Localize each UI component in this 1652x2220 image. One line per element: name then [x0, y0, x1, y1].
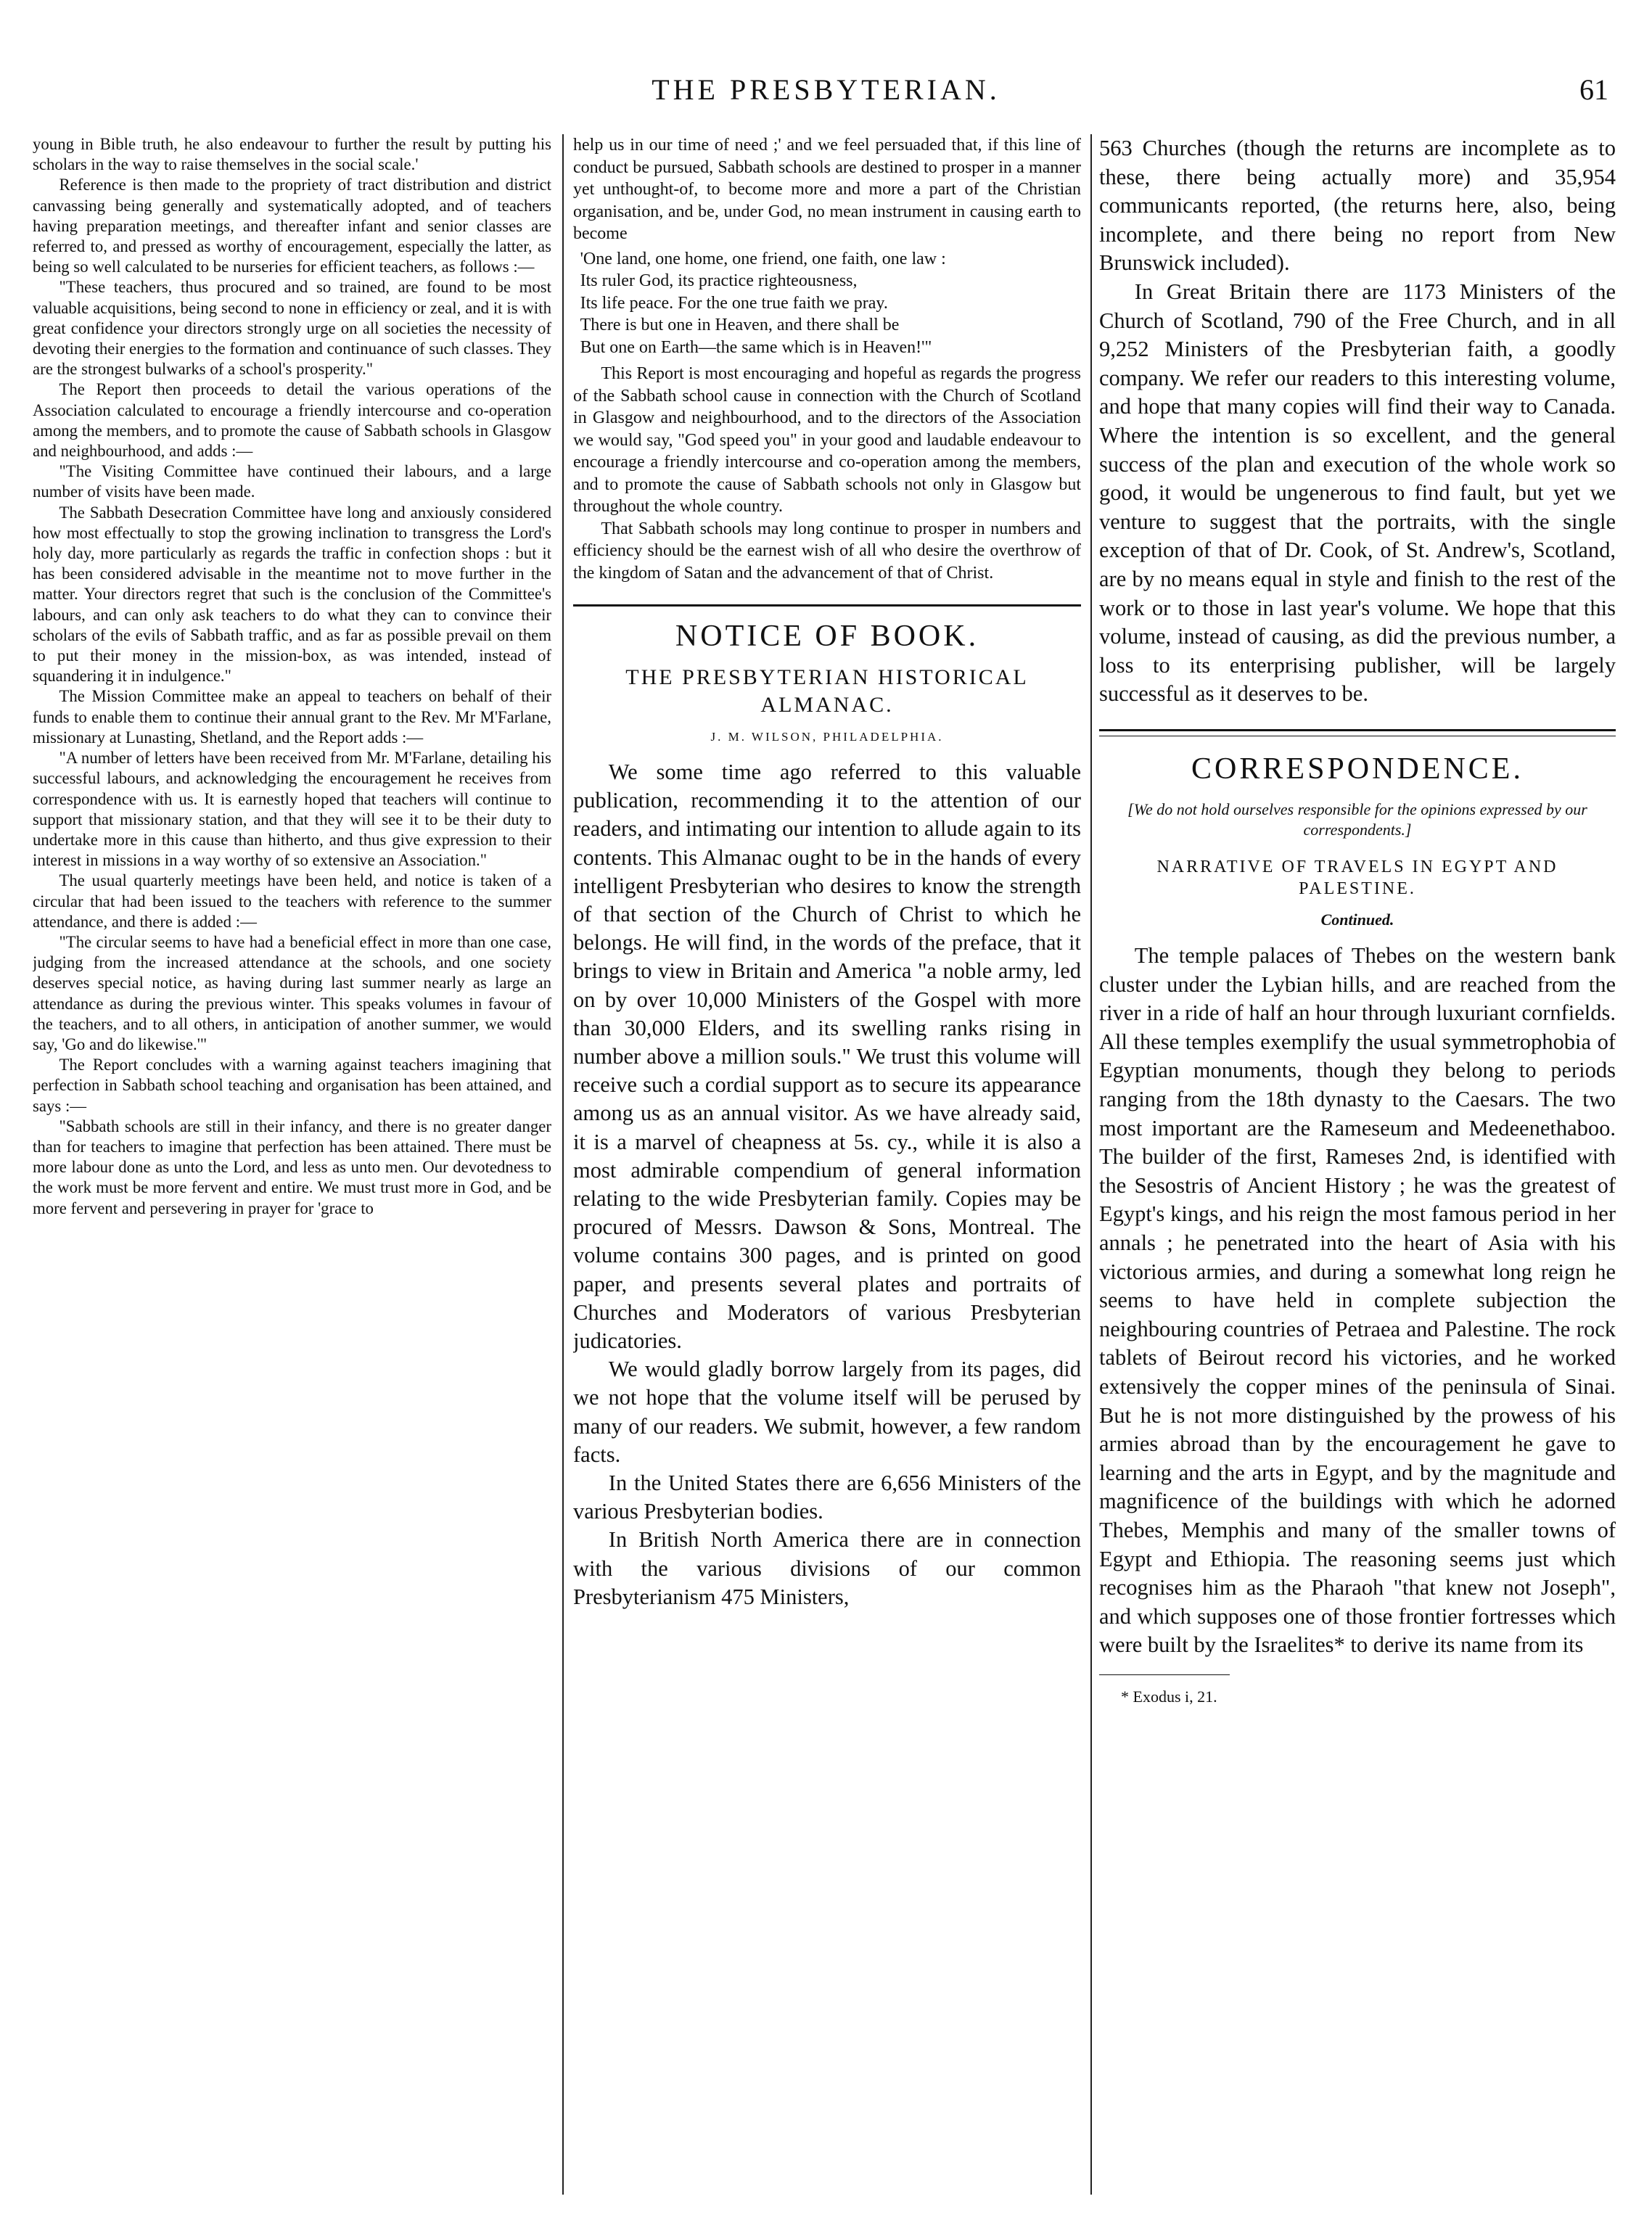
paragraph: Reference is then made to the propriety of tract distribution and district canvassing being generally and systematically adopted, and of teachers having preparation meetings, and thereafter infant and senior classes are referred to, and pressed as worthy of encouragement, especially the latter, as being so well calculated to be nurseries for efficient teachers, as follows :— — [33, 176, 551, 276]
byline: J. M. WILSON, PHILADELPHIA. — [710, 729, 944, 744]
paragraph: The usual quarterly meetings have been held, and notice is taken of a circular that had been issued to the teachers with reference to the summer attendance, and there is added :— — [33, 871, 551, 931]
footnote: * Exodus i, 21. — [1121, 1687, 1217, 1706]
paragraph: The Report then proceeds to detail the various operations of the Association calculated to encourage a friendly intercourse and co-operation among the members, and to promote the cause of Sabbath schools in Glasgow and neighbourhood, and adds :— — [33, 380, 551, 461]
paragraph: 563 Churches (though the returns are incomplete as to these, there being actually more) and 35,954 communicants reported, (the returns here, also, being incomplete, and there being no report from New Brunswick included). — [1099, 136, 1616, 276]
paragraph: In the United States there are 6,656 Ministers of the various Presbyterian bodies. — [573, 1471, 1081, 1524]
verse-line: But one on Earth—the same which is in Heaven!'" — [580, 337, 932, 357]
article-title: NARRATIVE OF TRAVELS IN EGYPT AND PALESTINE. — [1156, 858, 1558, 899]
section-rule — [1099, 729, 1616, 731]
paragraph: The temple palaces of Thebes on the western bank cluster under the Lybian hills, and are reached from the river in a ride of half an hour through luxuriant cornfields. All these temples exemplify the usual symmetrophobia of Egyptian monuments, though they belong to periods ranging from the 18th dynasty to the Caesars. The two most important are the Rameseum and Medeenethaboo. The builder of the first, Rameses 2nd, is identified with the Sesostris of Ancient History ; he was the greatest of Egypt's kings, and his reign the most famous period in her annals ; he penetrated into the heart of Asia with his victorious armies, and during a somewhat long reign he seems to have held in complete subjection the neighbouring countries of Petraea and Palestine. The rock tablets of Beirout record his victories, and he worked extensively the copper mines of the peninsula of Sinai. But he is not more distinguished by the prowess of his armies abroad than by the encouragement he gave to learning and the arts in Egypt, and by the magnitude and magnificence of the buildings with which he adorned Thebes, Memphis and many of the smaller towns of Egypt and Ethiopia. The reasoning seems just which recognises him as the Pharaoh "that knew not Joseph", and which supposes one of those frontier fortresses which were built by the Israelites* to derive its name from its — [1099, 943, 1616, 1658]
paragraph: The Mission Committee make an appeal to teachers on behalf of their funds to enable them to continue their annual grant to the Rev. Mr M'Farlane, missionary at Lunasting, Shetland, and the Report adds :— — [33, 687, 551, 747]
paragraph: In British North America there are in connection with the various divisions of our common Presbyterianism 475 Ministers, — [573, 1527, 1081, 1609]
paragraph: help us in our time of need ;' and we feel persuaded that, if this line of conduct be pursued, Sabbath schools are destined to prosper in a manner yet unthought-of, to become more and more a part of the Christian organisation, and be, under God, no mean instrument in causing earth to become — [573, 136, 1081, 243]
column-3 — [1099, 134, 1616, 2195]
verse-line: 'One land, one home, one friend, one faith, one law : — [580, 249, 946, 268]
verse-line: There is but one in Heaven, and there shall be — [580, 316, 900, 334]
section-rule — [573, 604, 1081, 607]
column-divider-2 — [1090, 134, 1092, 2195]
paragraph: "The Visiting Committee have continued their labours, and a large number of visits have been made. — [33, 462, 551, 501]
verse-line: Its life peace. For the one true faith we pray. — [580, 293, 888, 313]
running-title: THE PRESBYTERIAN. — [652, 73, 1000, 106]
paragraph: young in Bible truth, he also endeavour to further the result by putting his scholars in the way to raise themselves in the social scale.' — [33, 135, 551, 174]
footnote-rule — [1099, 1674, 1230, 1675]
page-number: 61 — [1579, 73, 1608, 106]
paragraph: "These teachers, thus procured and so trained, are found to be most valuable acquisitions, being second to none in efficiency or zeal, and it is with great confidence your directors strongly urge on all societies the necessity of devoting their energies to the formation and continuance of such classes. They are the strongest bulwarks of a school's prosperity." — [33, 278, 551, 379]
page-header — [0, 73, 1652, 116]
paragraph: We would gladly borrow largely from its pages, did we not hope that the volume itself will be perused by many of our readers. We submit, however, a few random facts. — [573, 1357, 1081, 1467]
paragraph: "Sabbath schools are still in their infancy, and there is no greater danger than for teachers to imagine that perfection has been attained. There must be more labour done as unto the Lord, and less as unto men. Our devotedness to the work must be more fervent and entire. We must trust more in God, and be more fervent and persevering in prayer for 'grace to — [33, 1117, 551, 1217]
paragraph: The Sabbath Desecration Committee have long and anxiously considered how most effectually to stop the growing inclination to transgress the Lord's holy day, more particularly as regards the traffic in confection shops : but it has been considered advisable in the meantime not to move further in the matter. Your directors regret that such is the conclusion of the Committee's labours, and can only ask teachers to do what they can to convince their scholars of the evils of Sabbath traffic, and as far as possible prevail on them to put their money in the mission-box, as was intended, instead of squandering it in indulgence." — [33, 503, 551, 686]
paragraph: In Great Britain there are 1173 Ministers of the Church of Scotland, 790 of the Free Church, and in all 9,252 Ministers of the Presbyterian faith, a goodly company. We refer our readers to this interesting volume, and hope that many copies will find their way to Canada. Where the intention is so excellent, and the general success of the plan and execution of the whole work so good, it would be ungenerous to find fault, but yet we venture to suggest that the portraits, with the single exception of that of Dr. Cook, of St. Andrew's, Scotland, are by no means equal in style and finish to the rest of the work or to those in last year's volume. We hope that this volume, instead of causing, as did the previous number, a loss to its enterprising publisher, will be largely successful as it deserves to be. — [1099, 279, 1616, 707]
paragraph: That Sabbath schools may long continue to prosper in numbers and efficiency should be the earnest wish of all who desire the overthrow of the kingdom of Satan and the advancement of that of Christ. — [573, 519, 1081, 583]
paragraph: "The circular seems to have had a beneficial effect in more than one case, judging from the increased attendance at the schools, and one society deserves special notice, as having during last summer nearly as large an attendance as during the previous winter. This speaks volumes in favour of the teachers, and to all others, in anticipation of another summer, we would say, 'Go and do likewise.'" — [33, 932, 551, 1053]
column-2 — [573, 134, 1081, 2195]
article-title: THE PRESBYTERIAN HISTORICAL ALMANAC. — [625, 665, 1029, 717]
paragraph: The Report concludes with a warning against teachers imagining that perfection in Sabbath school teaching and organisation has been attained, and says :— — [33, 1056, 551, 1115]
column-divider-1 — [562, 134, 564, 2195]
paragraph: We some time ago referred to this valuable publication, recommending it to the attention of our readers, and intimating our intention to allude again to its contents. This Almanac ought to be in the hands of every intelligent Presbyterian who desires to know the strength of that section of the Church of Christ to which he belongs. He will find, in the words of the preface, that it brings to view in Britain and America "a noble army, led on by over 10,000 Ministers of the Gospel with more than 30,000 Elders, and its swelling ranks rising in number above a million souls." We trust this volume will receive such a cordial support as to secure its appearance among us as an annual visitor. As we have already said, it is a marvel of cheapness at 5s. cy., while it is also a most admirable compendium of general information relating to the wide Presbyterian family. Copies may be procured of Messrs. Dawson & Sons, Montreal. The volume contains 300 pages, and is printed on good paper, and presents several plates and portraits of Churches and Moderators of various Presbyterian judicatories. — [573, 760, 1081, 1354]
editor-note: [We do not hold ourselves responsible for the opinions expressed by our correspondents.] — [1127, 800, 1587, 839]
book-notice-body — [573, 758, 1081, 1611]
article-subtitle: Continued. — [1320, 910, 1394, 929]
verse-quote — [573, 248, 1081, 359]
section-title-correspondence: CORRESPONDENCE. — [1191, 752, 1524, 786]
section-title-notice-of-book: NOTICE OF BOOK. — [675, 620, 979, 653]
paragraph: This Report is most encouraging and hopeful as regards the progress of the Sabbath school cause in connection with the Church of Scotland in Glasgow and neighbourhood, and to the directors of the Association we would say, "God speed you" in your good and laudable endeavour to encourage a friendly intercourse and co-operation among the members, and to promote the cause of Sabbath schools not only in Glasgow but throughout the whole country. — [573, 364, 1081, 516]
column-1 — [33, 134, 551, 2195]
paragraph: "A number of letters have been received from Mr. M'Farlane, detailing his successful labours, and acknowledging the encouragement he receives from correspondence with us. It is earnestly hoped that teachers will continue to support that missionary station, and that they will see it to be their duty to undertake more in this cause than hitherto, and thus give expression to their interest in missions in a way worthy of so extensive an Association." — [33, 749, 551, 870]
verse-line: Its ruler God, its practice righteousness, — [580, 271, 858, 290]
